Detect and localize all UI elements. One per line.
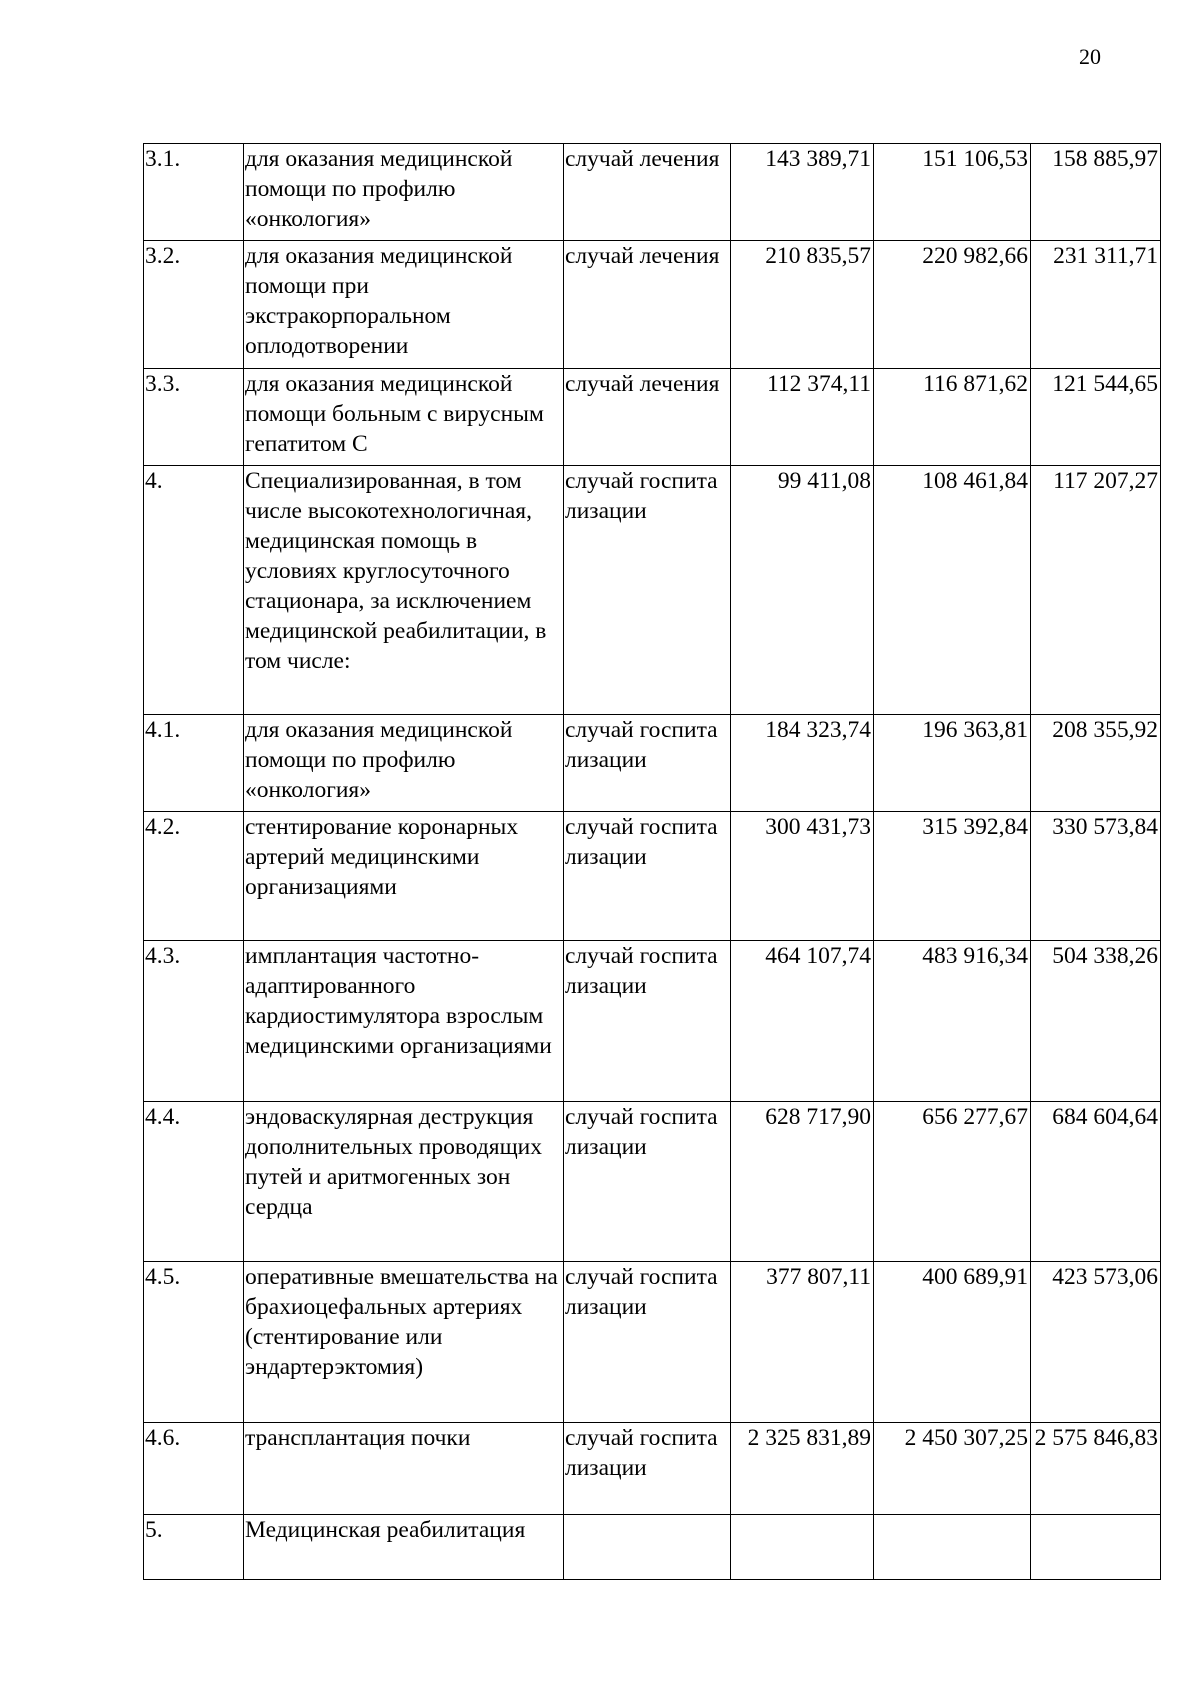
row-value-3: 117 207,27: [1031, 466, 1161, 715]
row-value-3: 231 311,71: [1031, 241, 1161, 369]
row-name: имплантация частотно-адаптированного кардиостимулятора взрослым медицинскими организациями: [244, 941, 564, 1102]
row-value-1: 99 411,08: [731, 466, 874, 715]
row-name: Медицинская реабилитация: [244, 1515, 564, 1580]
row-value-3: 684 604,64: [1031, 1102, 1161, 1262]
row-value-3: 504 338,26: [1031, 941, 1161, 1102]
cost-table: [143, 143, 1161, 1580]
row-value-1: 377 807,11: [731, 1262, 874, 1423]
row-value-2: 108 461,84: [874, 466, 1031, 715]
row-value-1: 143 389,71: [731, 144, 874, 241]
row-value-2: 196 363,81: [874, 715, 1031, 812]
row-value-3: 330 573,84: [1031, 812, 1161, 941]
row-number: 3.3.: [144, 369, 244, 466]
row-number: 4.3.: [144, 941, 244, 1102]
row-value-2: 116 871,62: [874, 369, 1031, 466]
table-row: [144, 812, 1161, 941]
row-unit: случай госпитализации: [564, 1423, 731, 1515]
row-unit: случай лечения: [564, 144, 731, 241]
table-row: [144, 1102, 1161, 1262]
table-row: [144, 369, 1161, 466]
row-name: эндоваскулярная деструкция дополнительных проводящих путей и аритмогенных зон сердца: [244, 1102, 564, 1262]
page-number: 20: [1079, 44, 1101, 69]
row-unit: случай лечения: [564, 241, 731, 369]
row-value-1: 2 325 831,89: [731, 1423, 874, 1515]
row-value-2: 483 916,34: [874, 941, 1031, 1102]
row-value-2: 400 689,91: [874, 1262, 1031, 1423]
table-row: [144, 1262, 1161, 1423]
row-value-3: 423 573,06: [1031, 1262, 1161, 1423]
row-value-3: 2 575 846,83: [1031, 1423, 1161, 1515]
table-row: [144, 941, 1161, 1102]
row-unit: случай госпитализации: [564, 941, 731, 1102]
row-number: 3.1.: [144, 144, 244, 241]
row-value-2: 315 392,84: [874, 812, 1031, 941]
row-number: 4.: [144, 466, 244, 715]
row-name: оперативные вмешательства на брахиоцефальных артериях (стентирование или эндартерэктомия): [244, 1262, 564, 1423]
row-number: 5.: [144, 1515, 244, 1580]
row-name: Специализированная, в том числе высокотехнологичная, медицинская помощь в условиях круглосуточного стационара, за исключением медицинской реабилитации, в том числе:: [244, 466, 564, 715]
row-value-1: 184 323,74: [731, 715, 874, 812]
row-name: для оказания медицинской помощи больным с вирусным гепатитом С: [244, 369, 564, 466]
row-number: 4.5.: [144, 1262, 244, 1423]
row-name: трансплантация почки: [244, 1423, 564, 1515]
row-unit: случай госпитализации: [564, 1262, 731, 1423]
row-unit: случай госпитализации: [564, 466, 731, 715]
row-value-1: 628 717,90: [731, 1102, 874, 1262]
row-name: стентирование коронарных артерий медицинскими организациями: [244, 812, 564, 941]
row-number: 4.6.: [144, 1423, 244, 1515]
table-row: [144, 144, 1161, 241]
row-value-2: 151 106,53: [874, 144, 1031, 241]
row-value-1: 464 107,74: [731, 941, 874, 1102]
row-unit: случай госпитализации: [564, 715, 731, 812]
row-value-2: 656 277,67: [874, 1102, 1031, 1262]
row-value-3: [1031, 1515, 1161, 1580]
row-value-2: 2 450 307,25: [874, 1423, 1031, 1515]
row-name: для оказания медицинской помощи при экстракорпоральном оплодотворении: [244, 241, 564, 369]
table-row: [144, 1423, 1161, 1515]
row-value-2: [874, 1515, 1031, 1580]
row-unit: случай госпитализации: [564, 1102, 731, 1262]
row-number: 4.2.: [144, 812, 244, 941]
row-value-3: 121 544,65: [1031, 369, 1161, 466]
row-value-1: 112 374,11: [731, 369, 874, 466]
row-value-2: 220 982,66: [874, 241, 1031, 369]
table-row: [144, 466, 1161, 715]
row-number: 4.4.: [144, 1102, 244, 1262]
row-unit: случай лечения: [564, 369, 731, 466]
table-row: [144, 715, 1161, 812]
row-number: 4.1.: [144, 715, 244, 812]
row-value-3: 158 885,97: [1031, 144, 1161, 241]
row-value-1: 300 431,73: [731, 812, 874, 941]
row-name: для оказания медицинской помощи по профилю «онкология»: [244, 715, 564, 812]
row-unit: [564, 1515, 731, 1580]
row-name: для оказания медицинской помощи по профилю «онкология»: [244, 144, 564, 241]
table-row: [144, 241, 1161, 369]
row-unit: случай госпитализации: [564, 812, 731, 941]
row-value-3: 208 355,92: [1031, 715, 1161, 812]
row-number: 3.2.: [144, 241, 244, 369]
row-value-1: [731, 1515, 874, 1580]
row-value-1: 210 835,57: [731, 241, 874, 369]
table-row: [144, 1515, 1161, 1580]
